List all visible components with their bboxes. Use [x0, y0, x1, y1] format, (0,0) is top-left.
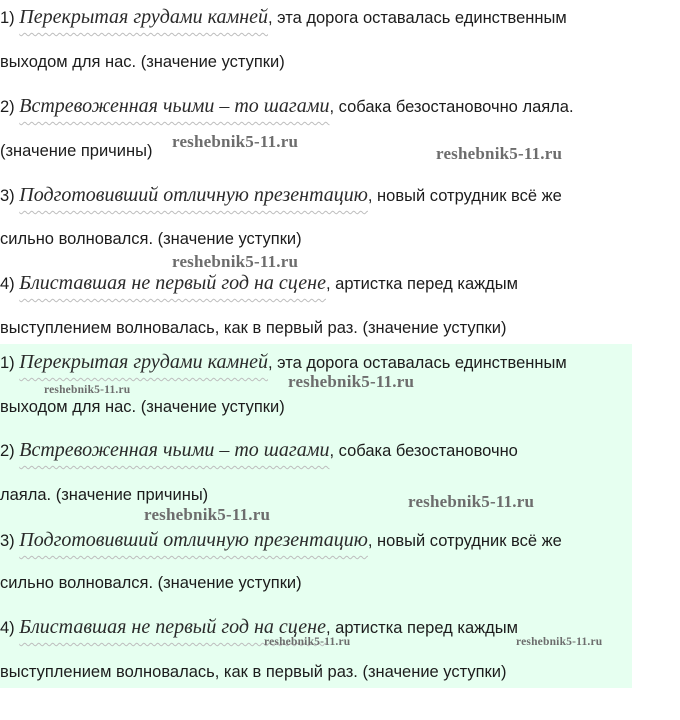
participial-phrase: Перекрытая грудами камней	[19, 6, 269, 28]
item-number: 3)	[0, 532, 15, 550]
block1-item4-line1	[0, 272, 518, 295]
watermark-text: reshebnik5-11.ru	[144, 505, 271, 524]
sentence-rest: , эта дорога оставалась единственным	[268, 354, 567, 372]
block2-item1-line1	[0, 351, 567, 374]
block1-item1-line2: выходом для нас. (значение уступки)	[0, 53, 285, 71]
item-number: 4)	[0, 619, 15, 637]
watermark-text: reshebnik5-11.ru	[44, 384, 131, 396]
block1-item2-line1	[0, 95, 574, 118]
item-number: 1)	[0, 354, 15, 372]
participial-phrase: Подготовивший отличную презентацию	[19, 184, 368, 206]
sentence-rest: , собака безостановочно лаяла.	[329, 98, 574, 116]
item-number: 3)	[0, 187, 15, 205]
participial-phrase: Блиставшая не первый год на сцене	[19, 272, 326, 294]
block2-item4-line1	[0, 616, 518, 639]
block2-item3-line1	[0, 529, 562, 552]
participial-phrase: Блиставшая не первый год на сцене	[19, 616, 326, 638]
watermark-text: reshebnik5-11.ru	[436, 144, 563, 163]
block1-item3-line2: сильно волновался. (значение уступки)	[0, 230, 302, 248]
watermark-text: reshebnik5-11.ru	[172, 132, 299, 151]
block1-item2-line2: (значение причины)	[0, 142, 153, 160]
item-number: 1)	[0, 9, 15, 27]
sentence-rest: , новый сотрудник всё же	[367, 187, 562, 205]
participial-phrase: Встревоженная чьими – то шагами	[19, 439, 330, 461]
item-number: 4)	[0, 275, 15, 293]
watermark-text: reshebnik5-11.ru	[408, 492, 535, 511]
sentence-rest: , собака безостановочно	[329, 442, 518, 460]
block1-item3-line1	[0, 184, 562, 207]
watermark-text: reshebnik5-11.ru	[172, 252, 299, 271]
block2-item1-line2: выходом для нас. (значение уступки)	[0, 398, 285, 416]
item-number: 2)	[0, 442, 15, 460]
block2-item4-line2: выступлением волновалась, как в первый раз. (значение уступки)	[0, 663, 507, 681]
participial-phrase: Перекрытая грудами камней	[19, 351, 269, 373]
watermark-text: reshebnik5-11.ru	[288, 372, 415, 391]
participial-phrase: Встревоженная чьими – то шагами	[19, 95, 330, 117]
block2-item3-line2: сильно волновался. (значение уступки)	[0, 574, 302, 592]
block1-item4-line2: выступлением волновалась, как в первый раз. (значение уступки)	[0, 319, 507, 337]
watermark-text: reshebnik5-11.ru	[264, 636, 351, 648]
item-number: 2)	[0, 98, 15, 116]
participial-phrase: Подготовивший отличную презентацию	[19, 529, 368, 551]
sentence-rest: , эта дорога оставалась единственным	[268, 9, 567, 27]
block2-item2-line1	[0, 439, 518, 462]
sentence-rest: , артистка перед каждым	[325, 619, 518, 637]
sentence-rest: , новый сотрудник всё же	[367, 532, 562, 550]
sentence-rest: , артистка перед каждым	[325, 275, 518, 293]
block1-item1-line1	[0, 6, 567, 29]
watermark-text: reshebnik5-11.ru	[516, 636, 603, 648]
block2-item2-line2: лаяла. (значение причины)	[0, 486, 209, 504]
